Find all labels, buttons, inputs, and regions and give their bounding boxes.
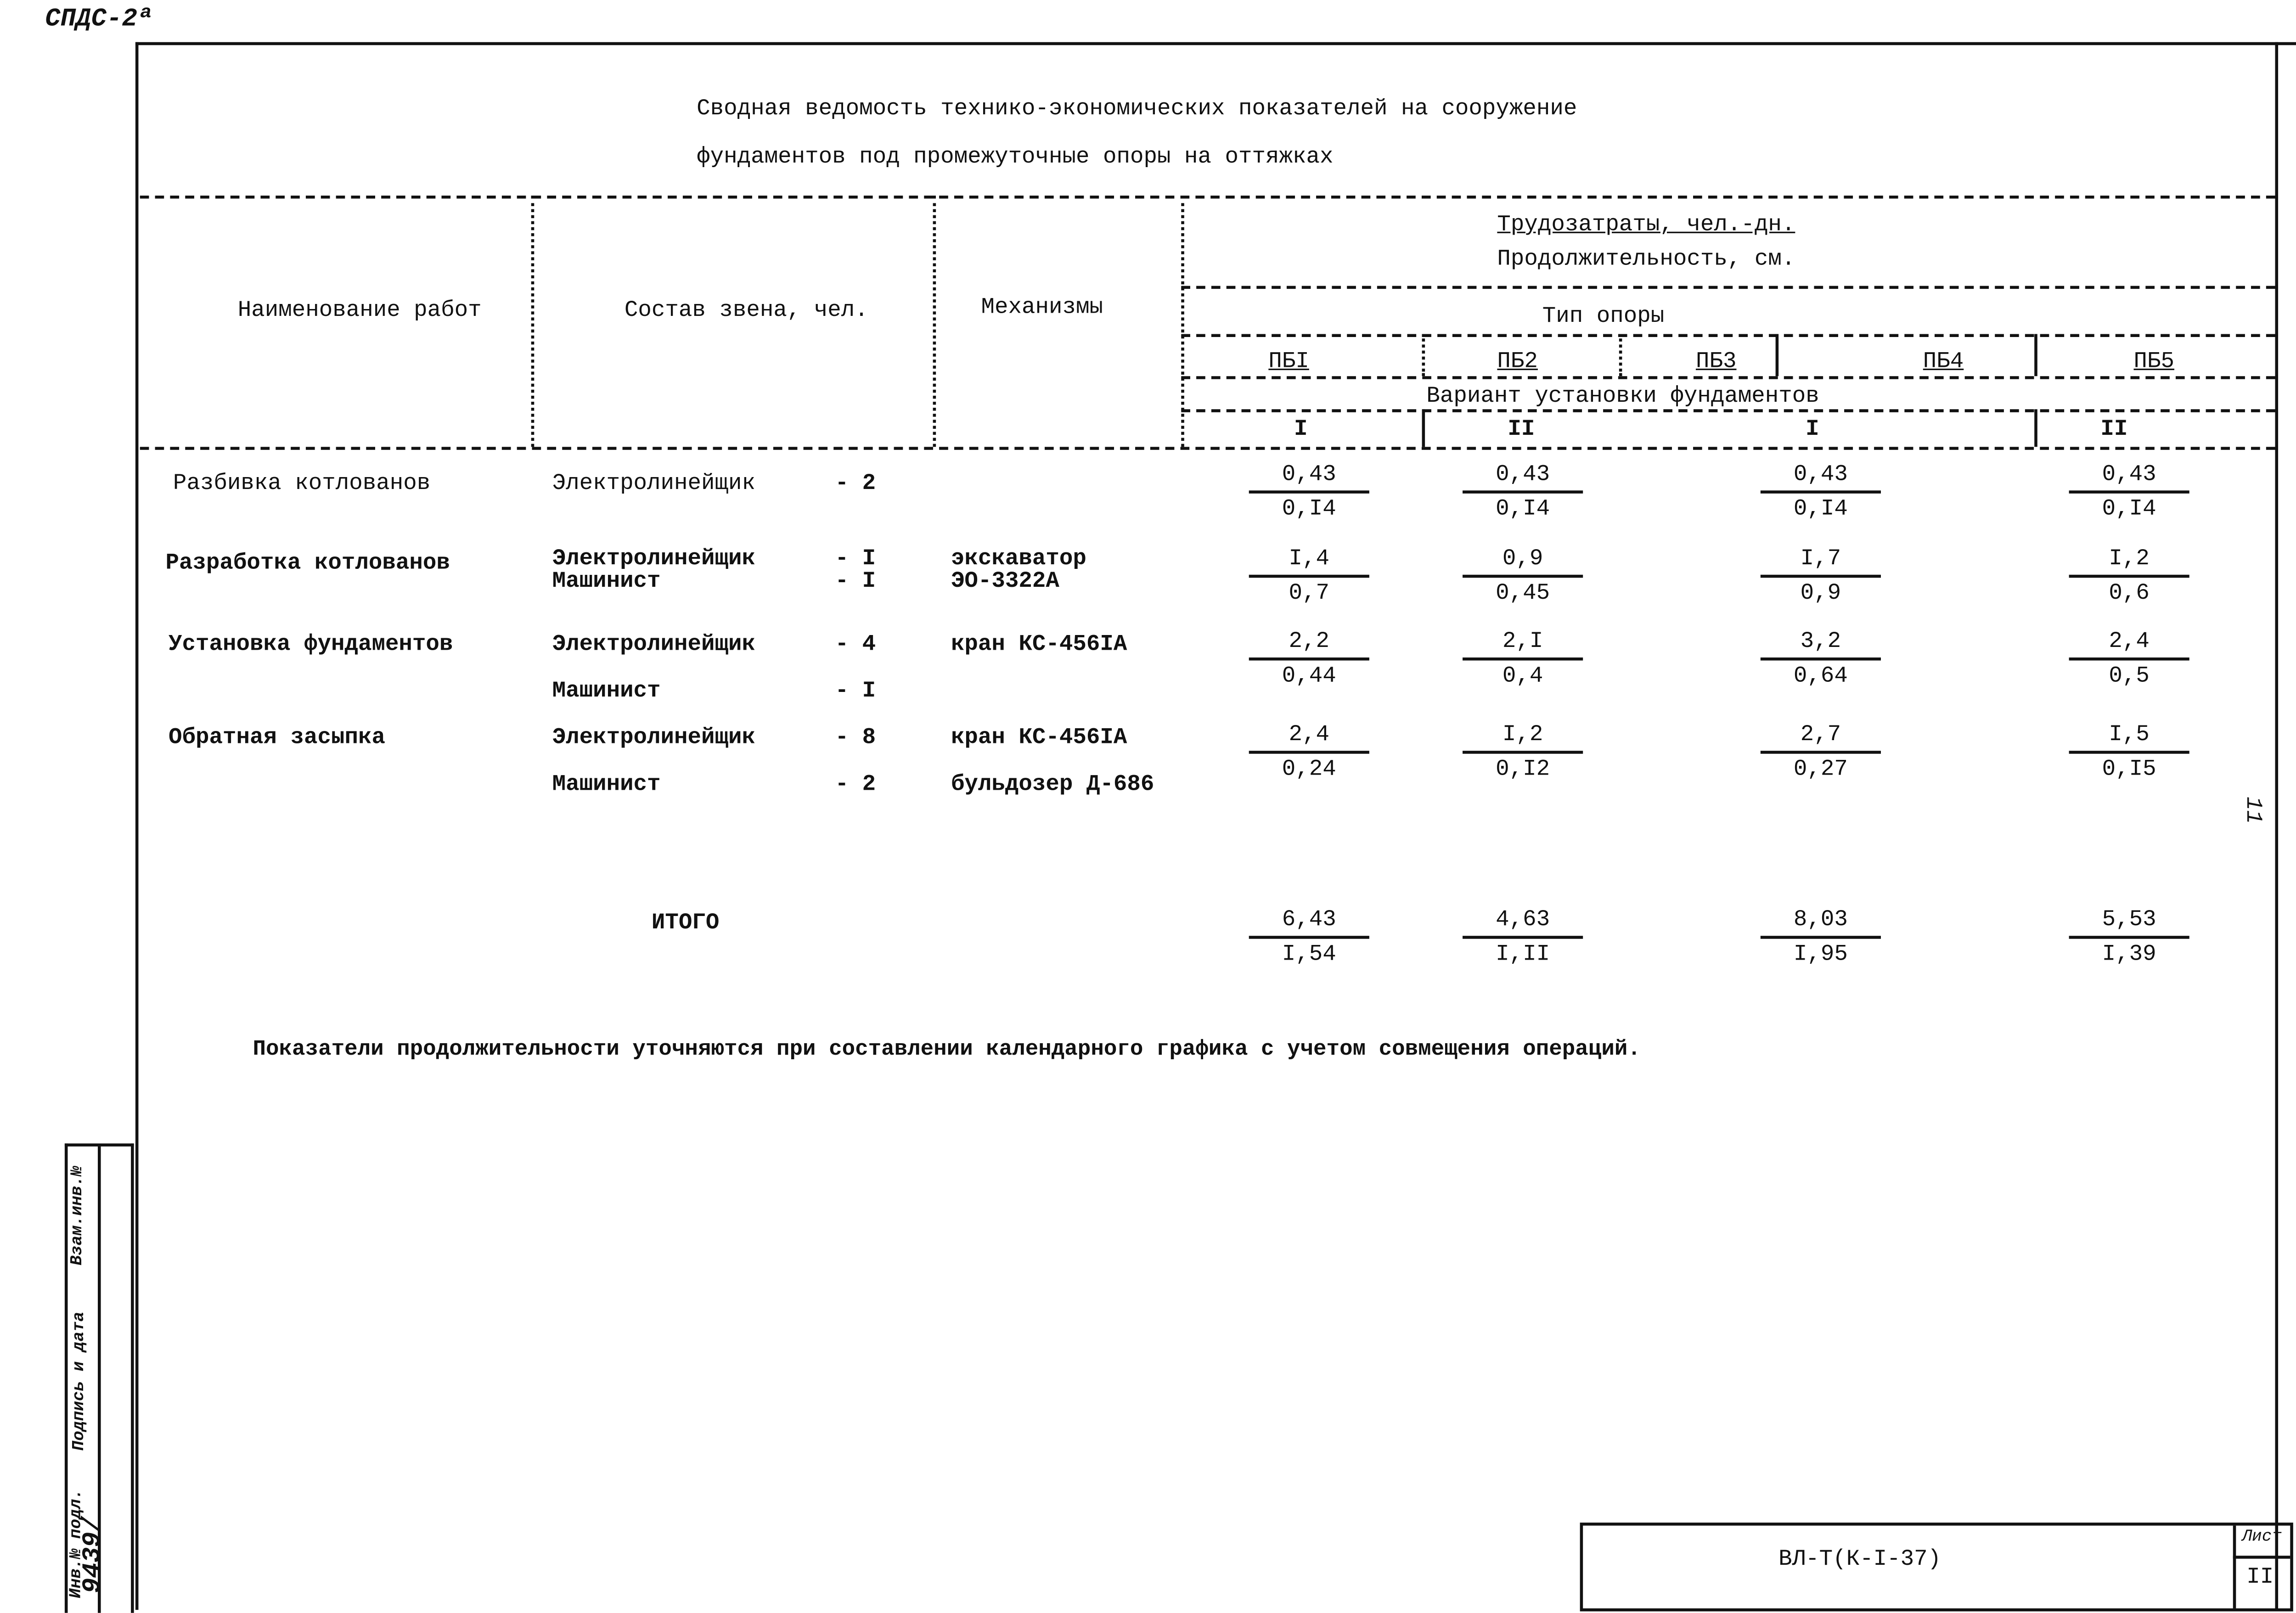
crew-count: - I — [835, 546, 876, 572]
inv-number: 9439/ — [79, 1516, 108, 1594]
type-pb4: ПБ4 — [1923, 349, 1964, 375]
value-cell — [1761, 545, 1881, 611]
value-cell — [1249, 721, 1369, 787]
variant-3: I — [1806, 416, 1819, 443]
sheet-number: II — [2246, 1564, 2274, 1591]
duration-value: 0,27 — [1793, 757, 1848, 782]
work-name: Обратная засыпка — [169, 725, 385, 751]
value-cell — [1761, 461, 1881, 527]
crew-role: Машинист — [552, 678, 661, 704]
labor-value: I,2 — [2069, 545, 2189, 578]
side-number: 11 — [2240, 797, 2266, 824]
header-support-type: Тип опоры — [1542, 303, 1665, 330]
labor-value: 2,I — [1463, 627, 1583, 660]
labor-value: 5,53 — [2069, 906, 2189, 939]
value-cell — [1463, 627, 1583, 693]
type-pb5: ПБ5 — [2133, 349, 2175, 375]
variant-4: II — [2100, 416, 2128, 443]
value-cell — [1463, 461, 1583, 527]
type-divider — [2034, 334, 2037, 376]
duration-value: 0,I4 — [1793, 496, 1848, 523]
duration-value: 0,9 — [1800, 580, 1841, 607]
labor-value: I,4 — [1249, 545, 1369, 578]
header-machines: Механизмы — [981, 295, 1103, 320]
value-cell — [1463, 545, 1583, 611]
labor-value: 2,4 — [2069, 627, 2189, 660]
work-name: Разработка котлованов — [165, 551, 450, 577]
labor-value: 0,9 — [1463, 545, 1583, 578]
duration-value: 0,45 — [1496, 580, 1550, 607]
labor-value: 0,43 — [2069, 461, 2189, 494]
header-crew: Состав звена, чел. — [624, 298, 868, 324]
duration-value: 0,I2 — [1496, 757, 1550, 782]
duration-value: I,II — [1496, 942, 1550, 967]
header-line — [1181, 334, 2275, 337]
duration-value: I,54 — [1282, 942, 1336, 967]
header-labor: Трудозатраты, чел.-дн. — [1497, 212, 1795, 238]
note: Показатели продолжительности уточняются при составлении календарного графика с учетом совмещения операций. — [253, 1038, 1641, 1062]
crew-role: Электролинейщик — [552, 632, 756, 658]
value-cell — [1761, 627, 1881, 693]
total-cell — [1463, 906, 1583, 972]
crew-role: Электролинейщик — [552, 471, 756, 497]
duration-value: 0,6 — [2109, 580, 2150, 607]
duration-value: 0,64 — [1793, 663, 1848, 689]
machine: экскаватор — [951, 546, 1086, 572]
frame-left — [135, 42, 139, 1610]
crew-role: Машинист — [552, 568, 661, 595]
labor-value: 2,4 — [1249, 721, 1369, 754]
table-top-line — [140, 196, 2275, 199]
total-cell — [1761, 906, 1881, 972]
duration-value: 0,44 — [1282, 663, 1336, 689]
value-cell — [1249, 545, 1369, 611]
crew-count: - 4 — [835, 632, 876, 658]
crew-role: Электролинейщик — [552, 725, 756, 751]
type-pb2: ПБ2 — [1497, 349, 1538, 375]
sign-label: Подпись и дата — [71, 1311, 90, 1451]
duration-value: 0,I5 — [2102, 757, 2156, 782]
variant-divider — [2034, 409, 2037, 447]
machine: ЭО-3322А — [951, 568, 1059, 595]
crew-role: Электролинейщик — [552, 546, 756, 572]
header-line — [1181, 286, 2275, 289]
type-divider — [1619, 334, 1622, 376]
title-block-divider — [2233, 1556, 2290, 1559]
work-name: Разбивка котлованов — [173, 471, 431, 497]
duration-value: 0,7 — [1289, 580, 1330, 607]
total-cell — [1249, 906, 1369, 972]
duration-value: 0,I4 — [2102, 496, 2156, 523]
variant-2: II — [1508, 416, 1535, 443]
variant-divider — [1422, 409, 1425, 447]
sheet-label: Лист — [2242, 1529, 2282, 1547]
labor-value: 6,43 — [1249, 906, 1369, 939]
work-name: Установка фундаментов — [169, 632, 453, 658]
col-divider — [933, 196, 936, 447]
labor-value: I,2 — [1463, 721, 1583, 754]
frame-top — [135, 42, 2296, 45]
labor-value: 8,03 — [1761, 906, 1881, 939]
machine: кран КС-456IА — [951, 725, 1127, 751]
replace-label: Взам.инв.№ — [69, 1166, 88, 1265]
variant-1: I — [1294, 416, 1308, 443]
value-cell — [2069, 627, 2189, 693]
col-divider — [531, 196, 535, 447]
total-cell — [2069, 906, 2189, 972]
duration-value: 0,I4 — [1496, 496, 1550, 523]
value-cell — [1463, 721, 1583, 787]
type-divider — [1776, 334, 1779, 376]
labor-value: 0,43 — [1249, 461, 1369, 494]
header-bottom-line — [140, 447, 2275, 450]
title-line-2: фундаментов под промежуточные опоры на оттяжках — [697, 144, 1334, 170]
left-stamp-strip — [65, 1143, 134, 1613]
labor-value: I,7 — [1761, 545, 1881, 578]
inv-label: Инв.№ подл. — [68, 1489, 86, 1598]
type-pb1: ПБI — [1268, 349, 1309, 375]
crew-count: - 2 — [835, 471, 876, 497]
duration-value: 0,5 — [2109, 663, 2150, 689]
crew-role: Машинист — [552, 771, 661, 798]
labor-value: 2,2 — [1249, 627, 1369, 660]
header-line — [1181, 376, 2275, 379]
value-cell — [2069, 721, 2189, 787]
crew-count: - 2 — [835, 771, 876, 798]
total-label: ИТОГО — [651, 910, 720, 936]
value-cell — [1761, 721, 1881, 787]
value-cell — [1249, 461, 1369, 527]
title-block-divider — [2233, 1526, 2236, 1608]
corner-code: СПДС-2ª — [45, 6, 153, 35]
labor-value: 3,2 — [1761, 627, 1881, 660]
labor-value: 0,43 — [1463, 461, 1583, 494]
header-duration: Продолжительность, см. — [1497, 247, 1795, 273]
duration-value: I,95 — [1793, 942, 1848, 967]
value-cell — [1249, 627, 1369, 693]
duration-value: 0,I4 — [1282, 496, 1336, 523]
machine: бульдозер Д-686 — [951, 771, 1154, 798]
crew-count: - I — [835, 568, 876, 595]
value-cell — [2069, 545, 2189, 611]
crew-count: - 8 — [835, 725, 876, 751]
labor-value: I,5 — [2069, 721, 2189, 754]
type-divider — [1422, 334, 1425, 376]
crew-count: - I — [835, 678, 876, 704]
header-line — [1181, 409, 2275, 412]
doc-code: ВЛ-Т(К-I-37) — [1778, 1546, 1941, 1573]
value-cell — [2069, 461, 2189, 527]
duration-value: I,39 — [2102, 942, 2156, 967]
header-variant: Вариант установки фундаментов — [1426, 383, 1819, 410]
duration-value: 0,4 — [1502, 663, 1543, 689]
labor-value: 0,43 — [1761, 461, 1881, 494]
frame-right — [2275, 42, 2279, 1610]
title-block — [1580, 1523, 2293, 1611]
duration-value: 0,24 — [1282, 757, 1336, 782]
title-line-1: Сводная ведомость технико-экономических показателей на сооружение — [697, 96, 1577, 122]
labor-value: 2,7 — [1761, 721, 1881, 754]
machine: кран КС-456IА — [951, 632, 1127, 658]
header-work-name: Наименование работ — [237, 298, 482, 324]
type-pb3: ПБ3 — [1695, 349, 1737, 375]
labor-value: 4,63 — [1463, 906, 1583, 939]
